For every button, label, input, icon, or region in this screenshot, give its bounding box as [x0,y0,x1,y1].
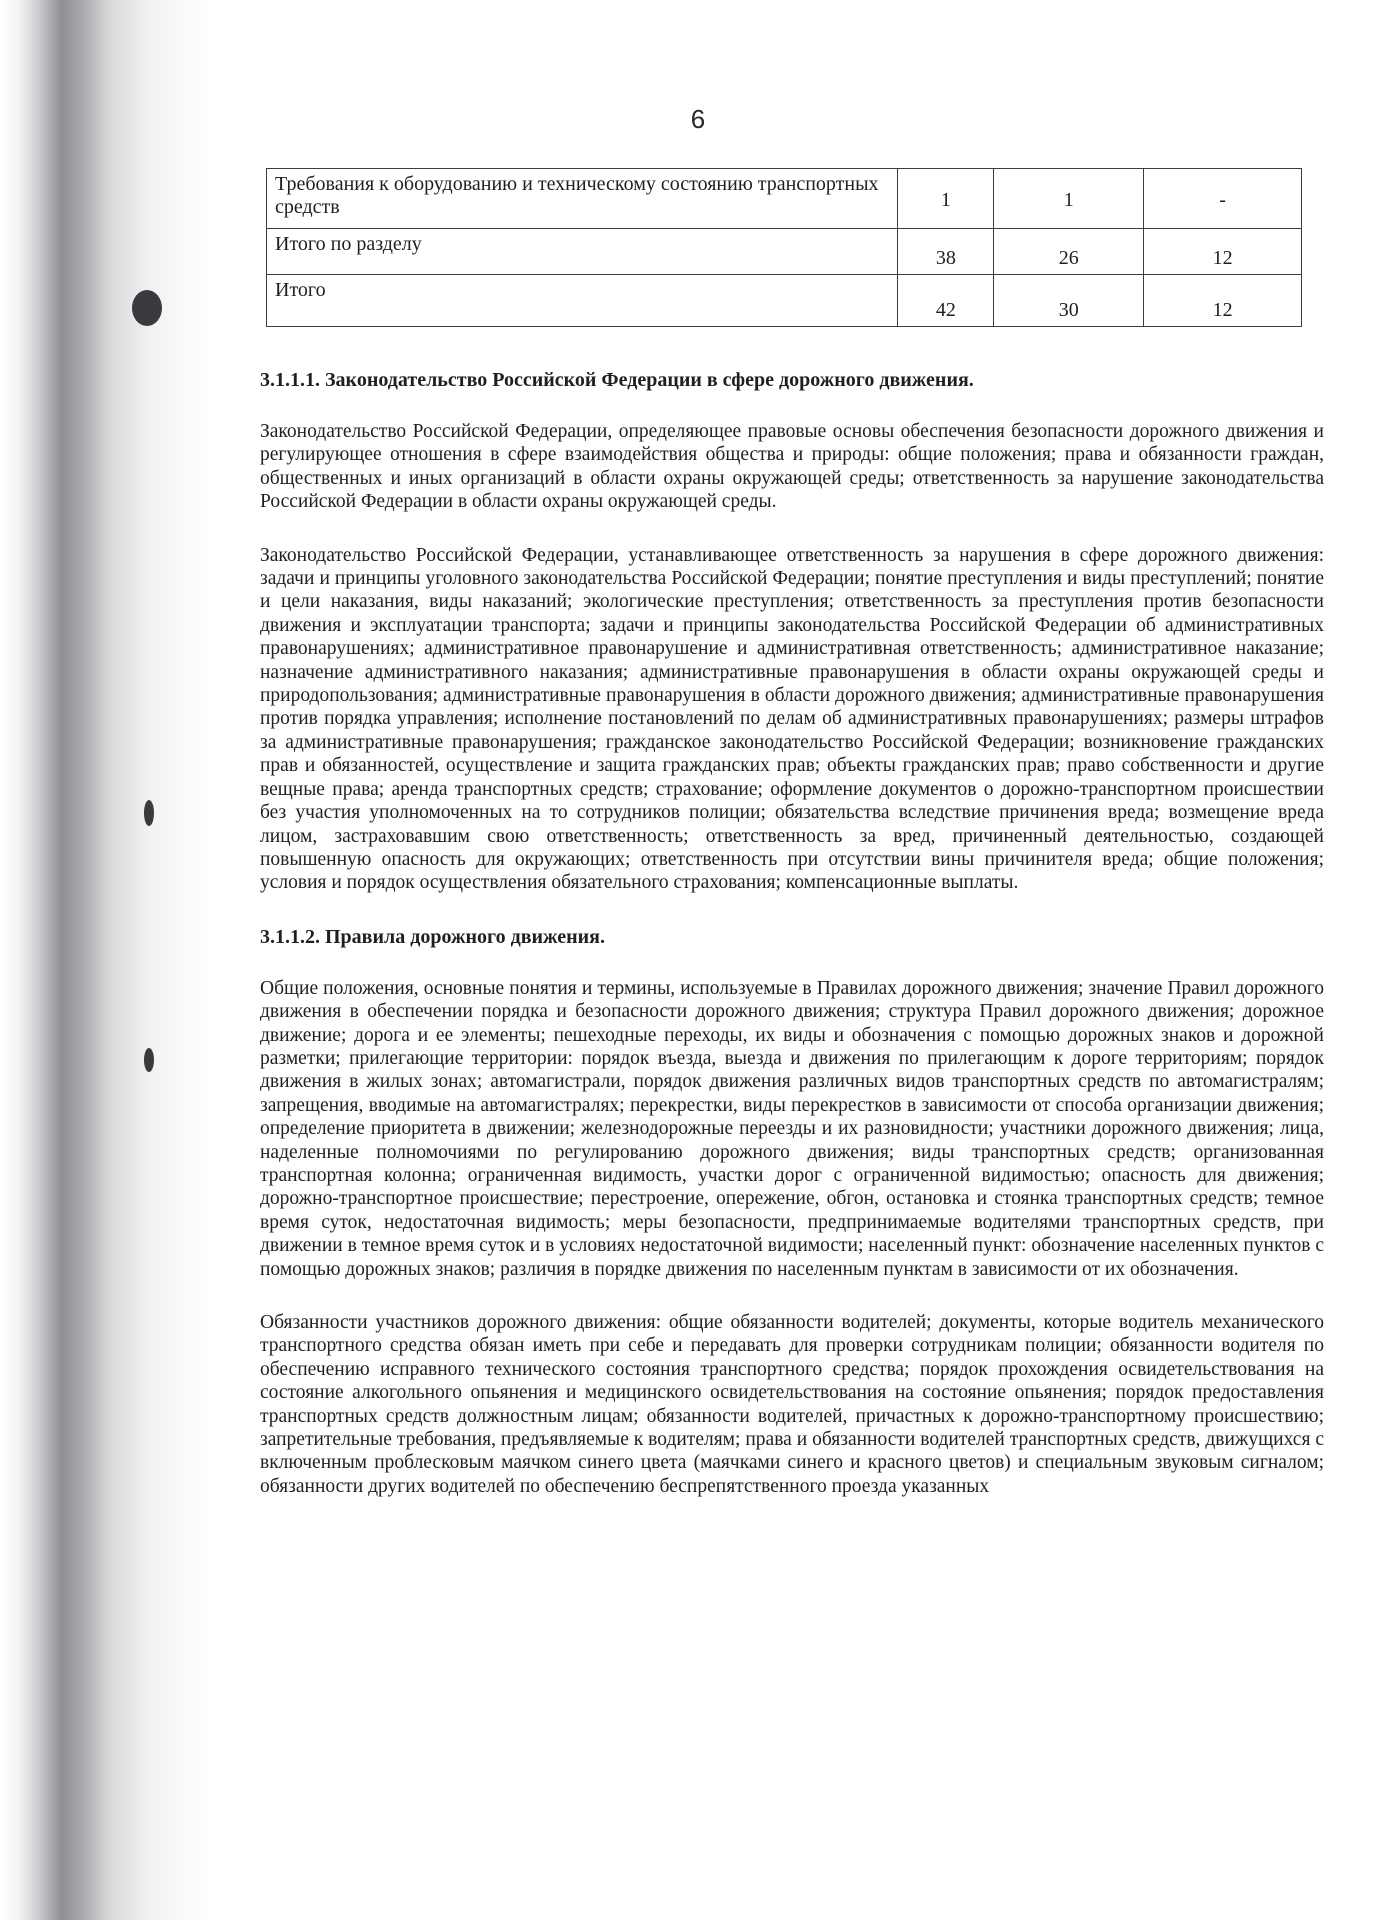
table-cell-value: 26 [994,229,1144,275]
section-heading: 3.1.1.2. Правила дорожного движения. [260,925,605,948]
document-body [260,368,1324,1498]
table-cell-value: 30 [994,275,1144,327]
table-cell-value: 1 [994,169,1144,229]
paragraph: Законодательство Российской Федерации, устанавливающее ответственность за нарушения в сфере дорожного движения: задачи и принципы уголовного законодательства Российской Федерации; понятие преступления и виды преступлений; понятие и цели наказания, виды наказаний; экологические преступления; ответственность за преступления против безопасности движения и эксплуатации транспорта; задачи и принципы законодательства Российской Федерации об административных правонарушениях; административное правонарушение и административная ответственность; административное наказание; назначение административного наказания; административные правонарушения в области охраны окружающей среды и природопользования; административные правонарушения в области дорожного движения; административные правонарушения против порядка управления; исполнение постановлений по делам об административных правонарушениях; размеры штрафов за административные правонарушения; гражданское законодательство Российской Федерации; возникновение гражданских прав и обязанностей, осуществление и защита гражданских прав; объекты гражданских прав; право собственности и другие вещные права; аренда транспортных средств; страхование; оформление документов о дорожно-транспортном происшествии без участия уполномоченных на то сотрудников полиции; обязательства вследствие причинения вреда; возмещение вреда лицом, застраховавшим свою ответственность; ответственность за вред, причиненный деятельностью, создающей повышенную опасность для окружающих; ответственность при отсутствии вины причинителя вреда; общие положения; условия и порядок осуществления обязательного страхования; компенсационные выплаты. [260,544,1324,894]
page-number: 6 [690,104,706,134]
paragraph: Обязанности участников дорожного движения: общие обязанности водителей; документы, которые водитель механического транспортного средства обязан иметь при себе и передавать для проверки сотрудникам полиции; обязанности водителя по обеспечению исправного технического состояния транспортного средства; порядок прохождения освидетельствования на состояние алкогольного опьянения и медицинского освидетельствования на состояние опьянения; порядок предоставления транспортных средств должностным лицам; обязанности водителей, причастных к дорожно-транспортному происшествию; запретительные требования, предъявляемые к водителям; права и обязанности водителей транспортных средств, движущихся с включенным проблесковым маячком синего цвета (маячками синего и красного цветов) и специальным звуковым сигналом; обязанности других водителей по обеспечению беспрепятственного проезда указанных [260,1312,1324,1497]
table-row [267,229,1302,275]
table-row [267,275,1302,327]
table-cell-value: 42 [898,275,994,327]
table-cell-value: 12 [1144,275,1302,327]
hours-summary-table [266,168,1302,327]
table-cell-value: 12 [1144,229,1302,275]
section-heading: 3.1.1.1. Законодательство Российской Федерации в сфере дорожного движения. [260,369,974,391]
table-cell-label: Итого по разделу [267,229,898,275]
table-cell-value: - [1144,169,1302,229]
punch-hole-middle [144,800,154,826]
table-cell-label: Итого [267,275,898,327]
paragraph: Общие положения, основные понятия и термины, используемые в Правилах дорожного движения; значение Правил дорожного движения в обеспечении порядка и безопасности дорожного движения; структура Правил дорожного движения; дорожное движение; дорога и ее элементы; пешеходные переходы, их виды и обозначения с помощью дорожных знаков и дорожной разметки; прилегающие территории: порядок въезда, выезда и движения по прилегающим к дороге территориям; порядок движения в жилых зонах; автомагистрали, порядок движения различных видов транспортных средств по автомагистралям; запрещения, вводимые на автомагистралях; перекрестки, виды перекрестков в зависимости от способа организации движения; определение приоритета в движении; железнодорожные переезды и их разновидности; участники дорожного движения; лица, наделенные полномочиями по регулированию дорожного движения; виды транспортных средств; организованная транспортная колонна; ограниченная видимость, участки дорог с ограниченной видимостью; опасность для движения; дорожно-транспортное происшествие; перестроение, опережение, обгон, остановка и стоянка транспортных средств; темное время суток, недостаточная видимость; меры безопасности, предпринимаемые водителями транспортных средств, при движении в темное время суток и в условиях недостаточной видимости; населенный пункт: обозначение населенных пунктов с помощью дорожных знаков; различия в порядке движения по населенным пунктам в зависимости от их обозначения. [260,977,1324,1280]
scan-binding-shadow [0,0,240,1920]
table-cell-value: 1 [898,169,994,229]
paragraph: Законодательство Российской Федерации, определяющее правовые основы обеспечения безопасности дорожного движения и регулирующее отношения в сфере взаимодействия общества и природы: общие положения; права и обязанности граждан, общественных и иных организаций в области охраны окружающей среды; ответственность за нарушение законодательства Российской Федерации в области охраны окружающей среды. [260,421,1324,513]
table-cell-label: Требования к оборудованию и техническому состоянию транспортных средств [267,169,898,229]
punch-hole-top [132,290,162,326]
table-cell-value: 38 [898,229,994,275]
punch-hole-bottom [144,1048,154,1072]
table-row [267,169,1302,229]
